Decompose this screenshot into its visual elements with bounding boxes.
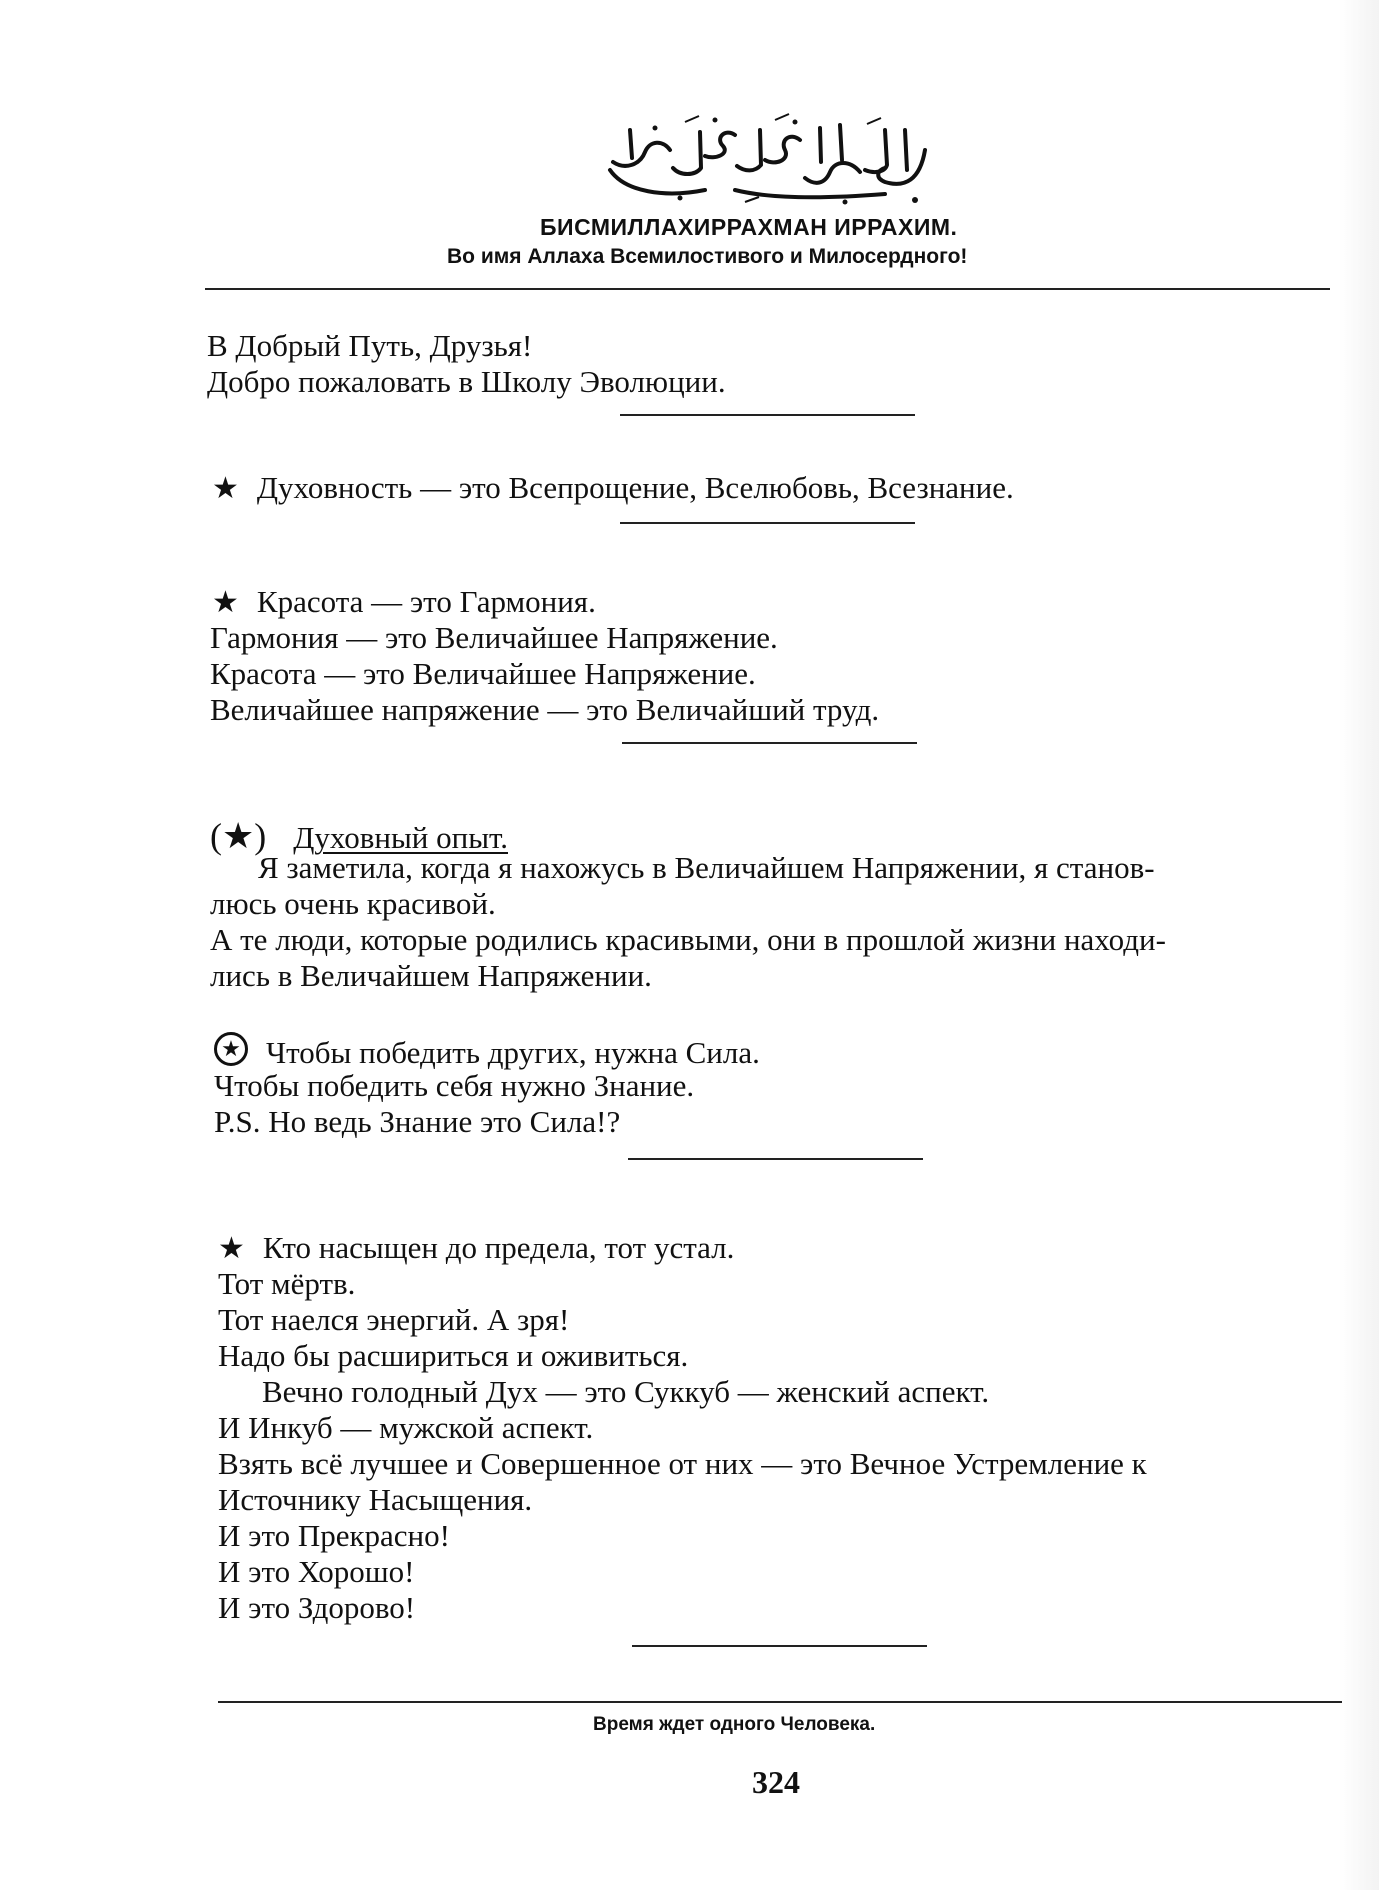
section-2-line-2: Гармония — это Величайшее Напряжение. [210,620,778,655]
section-5-line-5: Вечно голодный Дух — это Суккуб — женский аспект. [262,1374,990,1409]
section-2-line-1: ★ Красота — это Гармония. [212,584,596,619]
section-5-line-6: И Инкуб — мужской аспект. [218,1410,594,1445]
section-1 [212,470,1014,507]
section-divider [620,522,915,524]
section-3-title: Духовный опыт. [293,820,508,855]
page-edge-shadow [1339,0,1379,1890]
section-5-line-10: И это Хорошо! [218,1554,415,1589]
star-icon: ★ [212,472,239,505]
header-subtitle: Во имя Аллаха Всемилостивого и Милосердного! [447,245,968,268]
section-2-line-4: Величайшее напряжение — это Величайший труд. [210,692,880,727]
section-5-line-11: И это Здорово! [218,1590,416,1625]
header-title: БИСМИЛЛАХИРРАХМАН ИРРАХИМ. [540,214,958,240]
section-5-line-2: Тот мёртв. [218,1266,356,1301]
footer-text: Время ждет одного Человека. [593,1714,876,1735]
section-4-line-2: Чтобы победить себя нужно Знание. [214,1068,695,1103]
section-4-line-3: P.S. Но ведь Знание это Сила!? [214,1104,621,1139]
intro-line-1: В Добрый Путь, Друзья! [207,328,533,363]
section-5-line-7: Взять всё лучшее и Совершенное от них — это Вечное Устремление к [218,1446,1147,1481]
star-marker: (★) [210,816,267,856]
footer-rule [218,1701,1342,1703]
section-5-line-9: И это Прекрасно! [218,1518,450,1553]
intro-line-2: Добро пожаловать в Школу Эволюции. [207,364,726,399]
bismillah-calligraphy [585,110,945,210]
section-2-line-3: Красота — это Величайшее Напряжение. [210,656,756,691]
section-5-line-4: Надо бы расшириться и оживиться. [218,1338,689,1373]
section-5-line-8: Источнику Насыщения. [218,1482,533,1517]
section-3-line-4: лись в Величайшем Напряжении. [210,958,652,993]
section-1-text: Духовность — это Всепрощение, Вселюбовь, Всезнание. [256,470,1014,505]
section-divider [620,414,915,416]
circled-star-icon: ★ [214,1032,248,1066]
section-5-line-3: Тот наелся энергий. А зря! [218,1302,570,1337]
section-divider [632,1645,927,1647]
star-icon: ★ [212,586,239,619]
section-4-line-1: ★ Чтобы победить других, нужна Сила. [214,1032,760,1071]
section-5-line-1: ★ Кто насыщен до предела, тот устал. [218,1230,735,1265]
section-divider [628,1158,923,1160]
star-icon: ★ [218,1232,245,1265]
header-rule [205,288,1330,290]
page-number: 324 [752,1764,800,1800]
section-divider [622,742,917,744]
section-3-line-1: Я заметила, когда я нахожусь в Величайшем Напряжении, я станов- [258,850,1155,885]
section-3-line-2: люсь очень красивой. [210,886,496,921]
section-3-line-3: А те люди, которые родились красивыми, они в прошлой жизни находи- [210,922,1166,957]
